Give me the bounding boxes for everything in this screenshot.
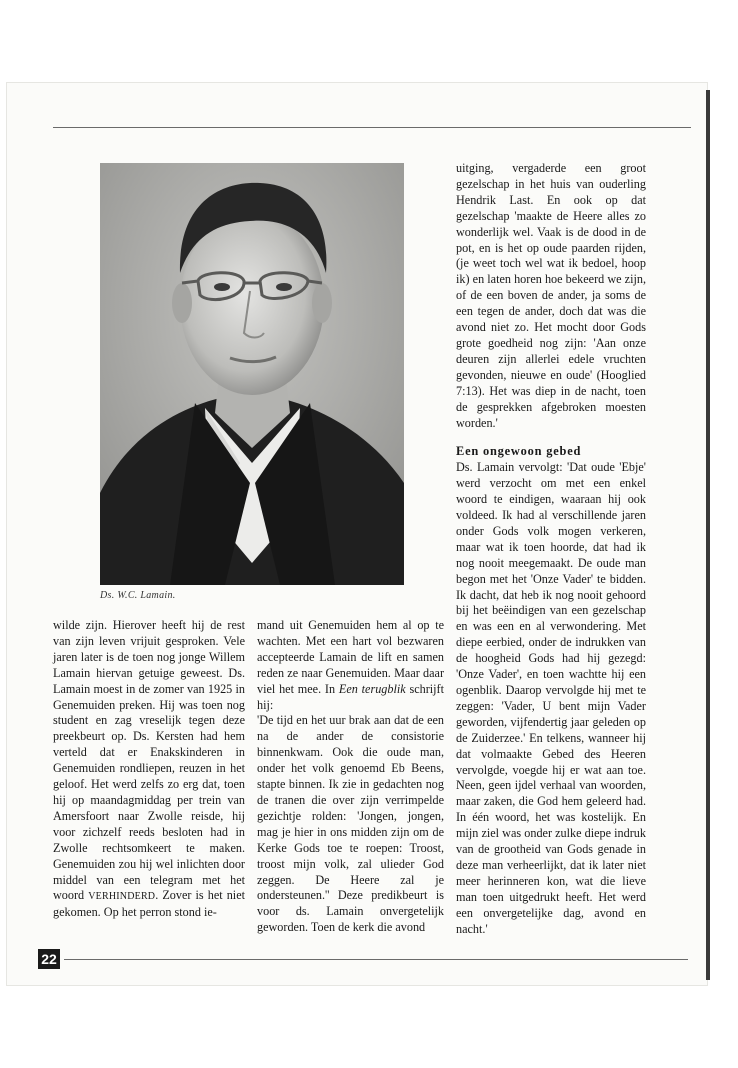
book-title: Een terugblik xyxy=(338,681,406,696)
column-3 xyxy=(456,161,646,938)
portrait-illustration xyxy=(100,163,404,585)
column-2 xyxy=(257,618,444,936)
bottom-rule xyxy=(64,959,688,960)
column-1-body-end: . Zover is het niet gekomen. Op het perron stond ie- xyxy=(53,888,245,920)
smallcaps-word: VERHINDERD xyxy=(88,891,156,903)
column-1 xyxy=(53,618,245,921)
column-3-paragraph: uitging, vergaderde een groot gezelschap in het huis van ouderling Hendrik Last. En ook op dat gezelschap 'maakte de Heere alles zo wonderlijk wel. Vaak is de dood in de pot, en is het op oude paarden rijden, (je weet toch wel wat ik bedoel, hoop ik) en laten horen hoe bekeerd we zijn, of de een boven de ander, ja soms de een tegen de ander, doch dat was die avond niet zo. Het mocht door Gods grote goedheid nog zijn: 'Aan onze deuren zijn allerlei edele vruchten gevonden, nieuwe en oude' (Hooglied 7:13). Het was diep in de nacht, toen de gesprekken afgebroken moesten worden.' xyxy=(456,161,646,430)
column-3-paragraph-2: Ds. Lamain vervolgt: 'Dat oude 'Ebje' werd verzocht om met een enkel woord te eindigen, waaraan hij ook voldeed. Ik had al verschillende jaren onder Gods volk mogen verkeren, maar wat ik toen hoorde, dat had ik nog nooit meegemaakt. De oude man begon met het 'Onze Vader' te bidden. Ik dacht, dat heb ik nog nooit gehoord bij het beëindigen van een gezelschap en was een en al verwondering. Met diepe eerbied, onder de indrukken van de hoogheid Gods had hij gezegd: 'Onze Vader', en toen wachtte hij een ogenblik. Daarop vervolgde hij met te zeggen: 'Vader, U bent mijn Vader geworden, vijfendertig jaar geleden op de Zuiderzee.' En telkens, wanneer hij dat volmaakte Gebed des Heeren vervolgde, voegde hij er wat aan toe. Neen, geen ijdel verhaal van woorden, maar zaken, die God hem geleerd had. In één woord, het was kostelijk. En mijn ziel was onder zulke diepe indruk van de grootheid van Gods genade in deze man verheerlijkt, dat ik later niet meer herinneren kon, wat die lieve man toen uitgedrukt heeft. Het werd een onvergetelijke dag, avond en nacht.' xyxy=(456,460,646,936)
portrait-photo xyxy=(100,163,404,585)
page-number: 22 xyxy=(38,949,60,969)
column-2-paragraph xyxy=(257,618,444,713)
column-1-body: wilde zijn. Hierover heeft hij de rest van zijn leven vrijuit gesproken. Vele jaren later is de toen nog jonge Willem Lamain hiervan getuige geweest. Ds. Lamain moest in de zomer van 1925 in Genemuiden preken. Hij was toen nog student en zag vreselijk tegen deze preekbeurt op. Ds. Kersten had hem verteld dat er Enakskinderen in Genemuiden rondliepen, reuzen in het geloof. Het werd zelfs zo erg dat, toen hij op maandagmiddag per trein van Amersfoort naar Zwolle reisde, hij voor zichzelf reeds besloten had in Zwolle rechtsomkeert te maken. Genemuiden zou hij wel inlichten door middel van een telegram met het woord xyxy=(53,618,245,903)
photo-caption: Ds. W.C. Lamain. xyxy=(100,590,176,601)
column-2-body-end: schrijft hij: xyxy=(257,681,445,712)
column-2-quote: 'De tijd en het uur brak aan dat de een na de ander de consistorie binnenkwam. Ook die oude man, onder het volk genoemd Eb Beens, stapte binnen. Ik zie in gedachten nog de tranen die over zijn verrimpelde gezichtje rolden: 'Jongen, jongen, mag je hier in ons midden zijn om de Kerke Gods toe te roepen: Troost, troost mijn volk, zal ulieder God zeggen. De Heere zal je ondersteunen.'' Deze predikbeurt is voor ds. Lamain onvergetelijk geworden. Toen de kerk die avond xyxy=(257,713,444,935)
column-1-text xyxy=(53,618,245,921)
section-heading: Een ongewoon gebed xyxy=(456,444,582,459)
page-edge-shadow xyxy=(706,90,710,980)
top-rule xyxy=(53,127,691,128)
column-2-body: mand uit Genemuiden hem al op te wachten. Met een hart vol bezwaren accepteerde Lamain de lift en samen reden ze naar Genemuiden. Maar daar viel het mee. In xyxy=(257,618,444,696)
